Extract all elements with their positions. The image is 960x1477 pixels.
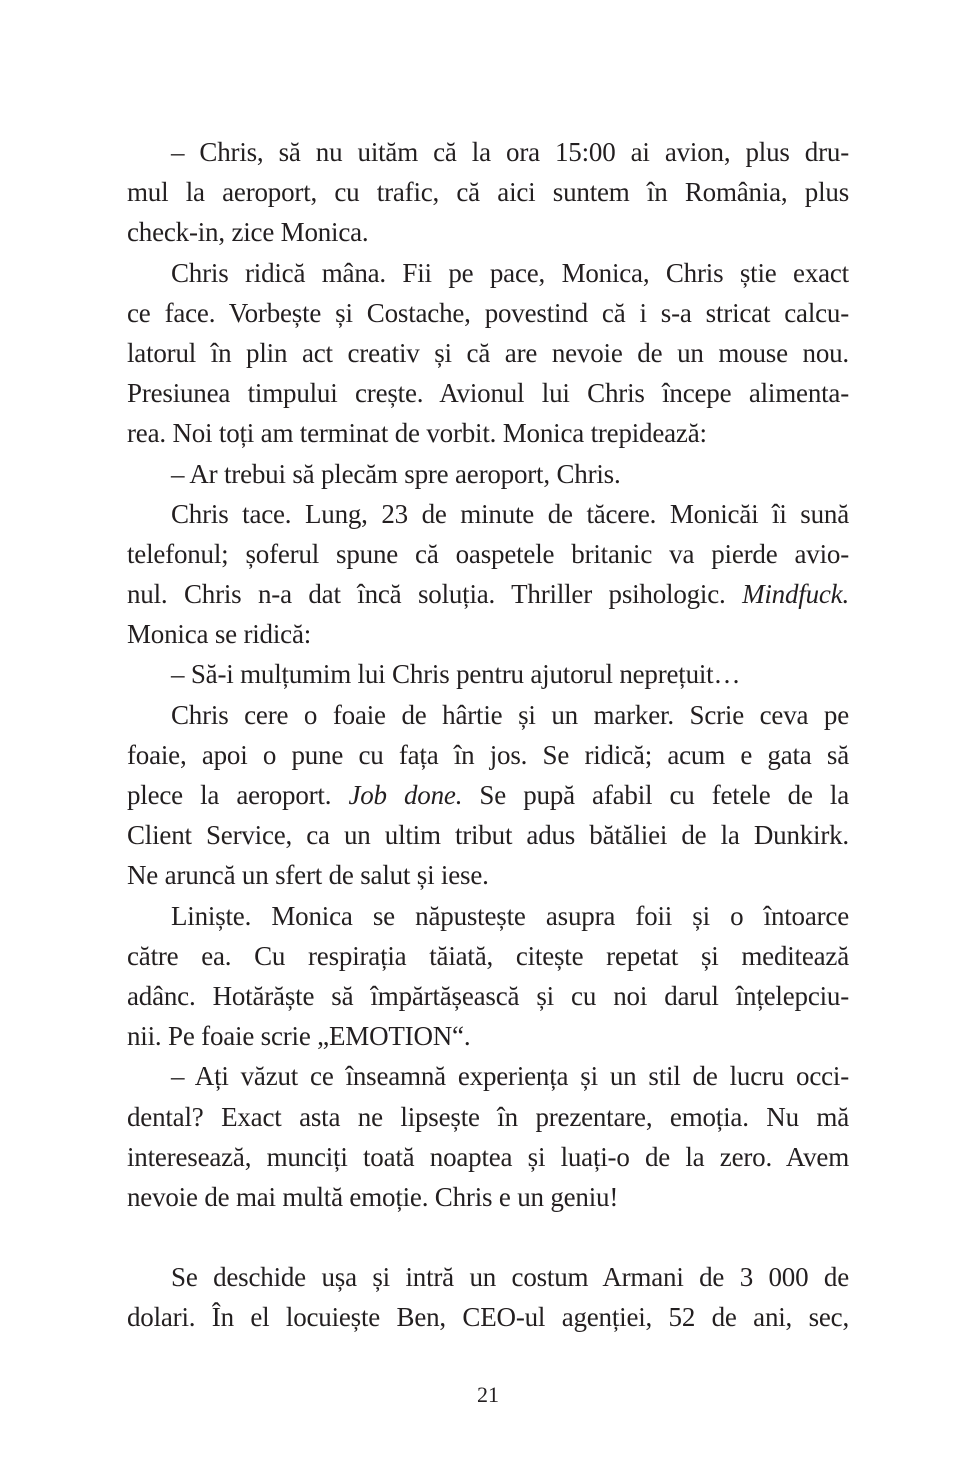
text-line <box>127 775 849 815</box>
text-line <box>127 1016 849 1056</box>
text-line <box>127 1297 849 1337</box>
text-line <box>127 293 849 333</box>
text-line <box>127 574 849 614</box>
text-segment: – Ar trebui să plecăm spre aeroport, Chris. <box>171 458 621 489</box>
text-segment: Liniște. Monica se năpustește asupra foii și o întoarce <box>171 900 849 931</box>
text-segment: latorul în plin act creativ și că are nevoie de un mouse nou. <box>127 337 849 368</box>
text-line <box>127 212 849 252</box>
page-number: 21 <box>477 1382 499 1407</box>
italic-text: Mindfuck. <box>742 579 849 610</box>
italic-text: Job done. <box>348 780 463 810</box>
paragraph <box>127 1056 849 1217</box>
text-segment: rea. Noi toți am terminat de vorbit. Monica trepidează: <box>127 418 707 449</box>
text-segment: ce face. Vorbește și Costache, povestind că i s-a stricat calcu- <box>127 297 849 328</box>
text-line <box>127 815 849 855</box>
paragraph <box>127 654 849 694</box>
text-segment: Presiunea timpului crește. Avionul lui Chris începe alimenta- <box>127 378 849 409</box>
text-line <box>127 413 849 453</box>
paragraph <box>127 695 849 896</box>
paragraph <box>127 132 849 253</box>
text-segment: Monica se ridică: <box>127 619 312 650</box>
text-segment: – Chris, să nu uităm că la ora 15:00 ai avion, plus dru- <box>171 137 849 167</box>
text-segment: telefonul; șoferul spune că oaspetele britanic va pierde avio- <box>127 538 849 569</box>
text-segment: dolari. În el locuiește Ben, CEO-ul agenției, 52 de ani, sec, <box>127 1302 849 1333</box>
text-segment: Se deschide ușa și intră un costum Armani de 3 000 de <box>171 1262 849 1293</box>
text-segment: check-in, zice Monica. <box>127 217 369 248</box>
section-break <box>127 1217 849 1257</box>
text-line <box>127 855 849 895</box>
text-line <box>127 1137 849 1177</box>
text-line <box>127 333 849 373</box>
text-segment: dental? Exact asta ne lipsește în prezentare, emoția. Nu mă <box>127 1101 849 1132</box>
text-line <box>127 1177 849 1217</box>
text-line <box>127 735 849 775</box>
text-line <box>127 896 849 936</box>
text-segment: Se pupă afabil cu fetele de la <box>462 780 849 810</box>
text-line <box>127 1097 849 1137</box>
text-line <box>127 1056 849 1096</box>
paragraph <box>127 494 849 655</box>
text-line <box>127 976 849 1016</box>
text-segment: interesează, munciți toată noaptea și luați-o de la zero. Avem <box>127 1141 849 1172</box>
text-segment: nevoie de mai multă emoție. Chris e un geniu! <box>127 1181 619 1212</box>
text-line <box>127 654 849 694</box>
text-segment: – Ați văzut ce înseamnă experiența și un stil de lucru occi- <box>171 1061 849 1092</box>
text-segment: către ea. Cu respirația tăiată, citește repetat și meditează <box>127 940 849 971</box>
text-line <box>127 454 849 494</box>
text-line <box>127 936 849 976</box>
text-segment: Chris ridică mâna. Fii pe pace, Monica, Chris știe exact <box>171 257 849 288</box>
text-segment: Ne aruncă un sfert de salut și iese. <box>127 860 489 891</box>
text-segment: Client Service, ca un ultim tribut adus bătăliei de la Dunkirk. <box>127 820 849 851</box>
text-segment: Chris cere o foaie de hârtie și un marker. Scrie ceva pe <box>171 699 849 730</box>
text-segment: – Să-i mulțumim lui Chris pentru ajutorul neprețuit… <box>171 659 741 690</box>
paragraph <box>127 1257 849 1337</box>
text-segment: adânc. Hotărăște să împărtășească și cu noi darul înțelepciu- <box>127 980 849 1011</box>
page-body-text <box>127 132 849 1338</box>
text-line <box>127 534 849 574</box>
text-segment: plece la aeroport. <box>127 780 349 810</box>
text-line <box>127 1257 849 1297</box>
paragraph <box>127 253 849 454</box>
text-line <box>127 494 849 534</box>
text-line <box>127 132 849 172</box>
text-line <box>127 172 849 212</box>
text-line <box>127 695 849 735</box>
paragraph <box>127 896 849 1057</box>
text-segment: foaie, apoi o pune cu fața în jos. Se ridică; acum e gata să <box>127 739 849 770</box>
text-line <box>127 373 849 413</box>
text-line <box>127 614 849 654</box>
paragraph <box>127 454 849 494</box>
text-segment: Chris tace. Lung, 23 de minute de tăcere. Monicăi îi sună <box>171 498 849 529</box>
text-segment: nii. Pe foaie scrie „EMOTION“. <box>127 1021 471 1052</box>
text-segment: nul. Chris n-a dat încă soluția. Thriller psihologic. <box>127 579 743 610</box>
text-segment: mul la aeroport, cu trafic, că aici suntem în România, plus <box>127 177 849 208</box>
text-line <box>127 253 849 293</box>
